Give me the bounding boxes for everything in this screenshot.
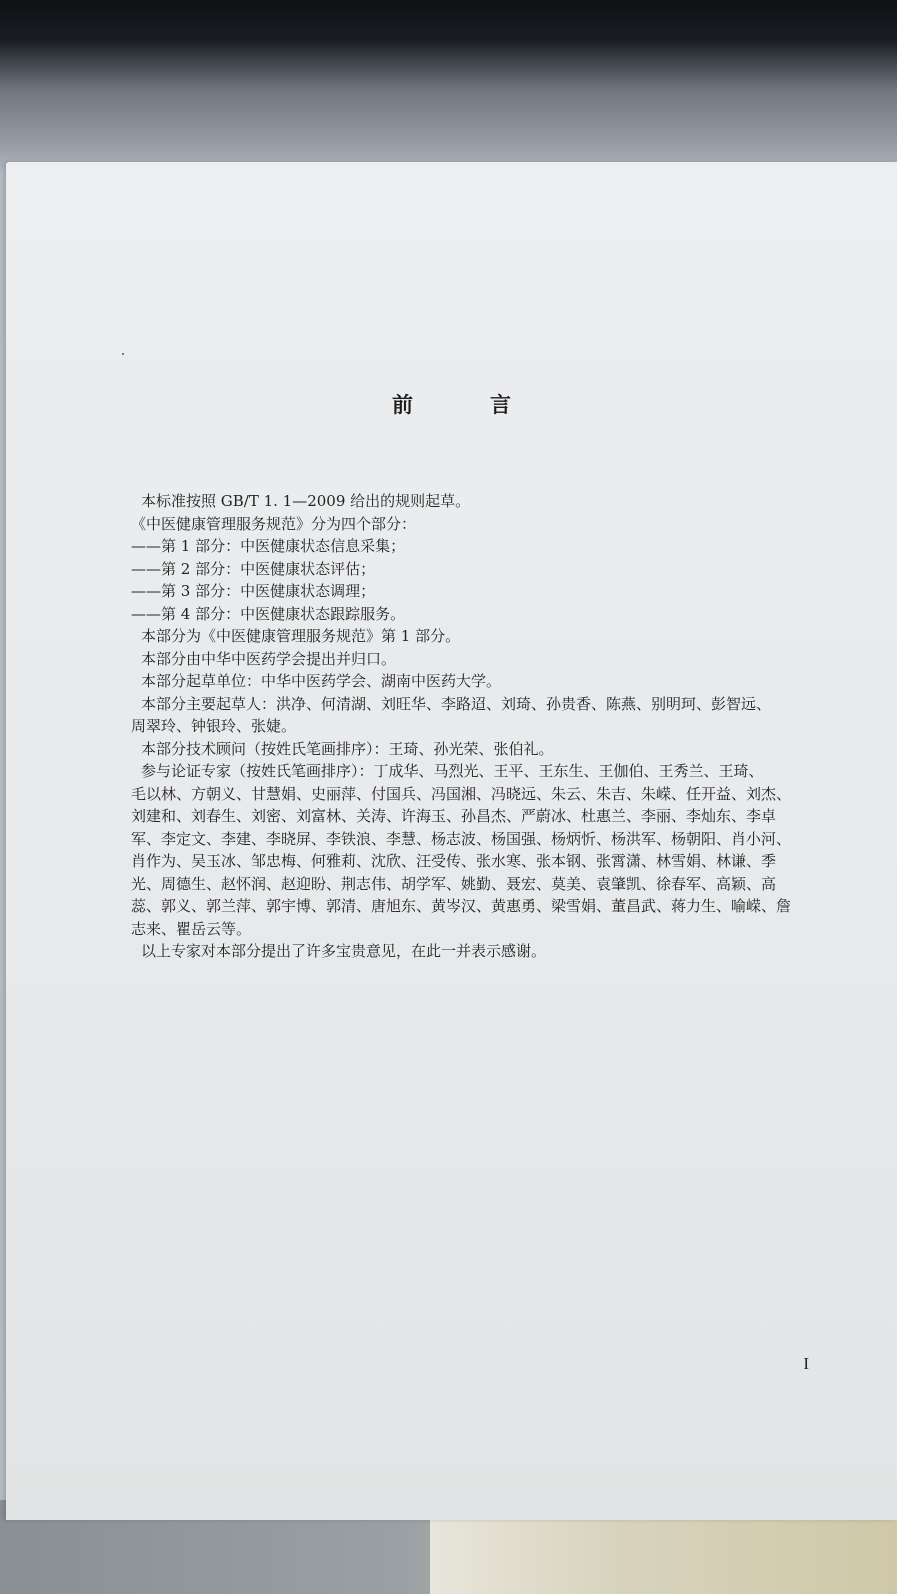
page-title: 前 言 — [392, 393, 539, 417]
paragraph-technical-advisors: 本部分技术顾问（按姓氏笔画排序）：王琦、孙光荣、张伯礼。 — [141, 739, 554, 758]
paragraph-drafting-rules: 本标准按照 GB/T 1. 1—2009 给出的规则起草。 — [141, 492, 471, 510]
paragraph-experts-line-7: 蕊、郭义、郭兰萍、郭宇博、郭清、唐旭东、黄岑汉、黄惠勇、梁雪娟、董昌武、蒋力生、喻嵘、詹 — [131, 897, 792, 915]
paragraph-thanks: 以上专家对本部分提出了许多宝贵意见，在此一并表示感谢。 — [141, 942, 547, 960]
paper-speck — [122, 353, 124, 355]
list-item-part-3: ——第 3 部分：中医健康状态调理； — [131, 582, 376, 600]
paragraph-parts-intro: 《中医健康管理服务规范》分为四个部分： — [131, 514, 417, 533]
page-number: I — [803, 1354, 809, 1373]
paragraph-experts-line-2: 毛以林、方朝义、甘慧娟、史丽萍、付国兵、冯国湘、冯晓远、朱云、朱吉、朱嵘、任开益、刘杰、 — [131, 784, 792, 803]
document-page — [6, 162, 897, 1520]
paragraph-this-part: 本部分为《中医健康管理服务规范》第 1 部分。 — [141, 627, 461, 645]
paragraph-main-drafters: 本部分主要起草人：洪净、何清湖、刘旺华、李路迢、刘琦、孙贵香、陈燕、别明珂、彭智远、 — [141, 694, 772, 713]
paragraph-experts-line-3: 刘建和、刘春生、刘密、刘富林、关涛、许海玉、孙昌杰、严蔚冰、杜惠兰、李丽、李灿东、李卓 — [131, 807, 777, 825]
paragraph-proposed-by: 本部分由中华中医药学会提出并归口。 — [141, 649, 397, 668]
paragraph-drafting-units: 本部分起草单位：中华中医药学会、湖南中医药大学。 — [141, 672, 502, 690]
preface-body — [131, 490, 846, 963]
list-item-part-4: ——第 4 部分：中医健康状态跟踪服务。 — [131, 604, 406, 623]
paragraph-experts-line-1: 参与论证专家（按姓氏笔画排序）：丁成华、马烈光、王平、王东生、王伽伯、王秀兰、王琦、 — [141, 762, 764, 780]
paragraph-main-drafters-cont: 周翠玲、钟银玲、张婕。 — [131, 717, 297, 735]
paragraph-experts-line-6: 光、周德生、赵怀润、赵迎盼、荆志伟、胡学军、姚勤、聂宏、莫美、袁肇凯、徐春军、高颖、高 — [131, 874, 777, 893]
list-item-part-2: ——第 2 部分：中医健康状态评估； — [131, 559, 376, 578]
paragraph-experts-line-4: 军、李定文、李建、李晓屏、李铁浪、李慧、杨志波、杨国强、杨炳忻、杨洪军、杨朝阳、肖小河、 — [131, 829, 792, 848]
list-item-part-1: ——第 1 部分：中医健康状态信息采集； — [131, 537, 406, 555]
paragraph-experts-line-8: 志来、瞿岳云等。 — [131, 919, 252, 938]
paragraph-experts-line-5: 肖作为、吴玉冰、邹忠梅、何雅莉、沈欣、汪受传、张水寒、张本钢、张霄潇、林雪娟、林谦、季 — [131, 852, 777, 870]
